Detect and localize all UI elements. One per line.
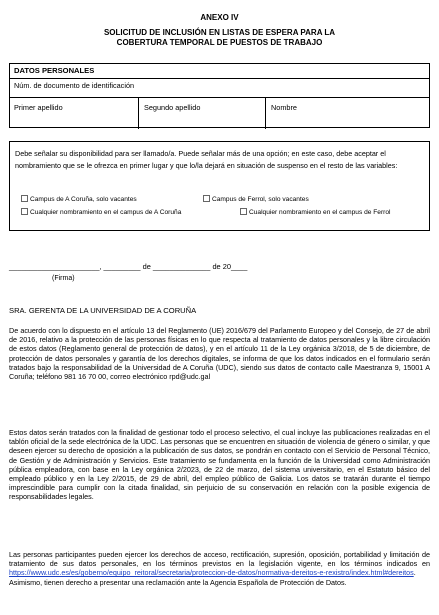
personal-data-heading: DATOS PERSONALES — [10, 64, 429, 79]
option-ferrol-vacancies[interactable] — [203, 195, 309, 204]
column-divider — [138, 98, 139, 129]
rights-link[interactable]: https://www.udc.es/es/goberno/equipo_reitoral/secretaria/proteccion-de-datos/normativa-dereitos-e-rexistro/index.html#dereitos — [9, 568, 414, 578]
personal-data-section — [9, 63, 430, 128]
option-acoruna-any[interactable] — [21, 208, 181, 217]
name-row — [10, 98, 429, 129]
availability-instructions: Debe señalar su disponibilidad para ser llamado/a. Puede señalar más de una opción; en este caso, debe aceptar el nombramiento que se le ofrezca en primer lugar y que lo/la dejará en situación de suspenso en el resto de las variables: — [15, 149, 398, 170]
column-divider — [265, 98, 266, 129]
option-label: Campus de A Coruña, solo vacantes — [30, 196, 137, 203]
checkbox-icon[interactable] — [21, 195, 28, 202]
id-document-field[interactable] — [10, 79, 429, 98]
name-field[interactable]: Nombre — [271, 103, 297, 112]
form-title-line-2: COBERTURA TEMPORAL DE PUESTOS DE TRABAJO — [116, 38, 323, 47]
option-label: Cualquier nombramiento en el campus de A Coruña — [30, 209, 182, 216]
form-title — [40, 28, 399, 48]
availability-section — [9, 141, 430, 231]
option-label: Campus de Ferrol, solo vacantes — [212, 196, 309, 203]
option-acoruna-vacancies[interactable] — [21, 195, 137, 204]
legal-paragraph-2: Estos datos serán tratados con la finalidad de gestionar todo el proceso selectivo, el cual incluye las publicaciones realizadas en el tablón oficial de la sede electrónica de la UDC. Las personas que se encuentren en situación de violencia de género o similar, y que deseen ejercer su derecho de oposición a la publicación de sus datos, se pondrán en contacto con el Servicio de Personal Técnico, de Gestión y de Administración y Servicios. Este tratamiento se fundamenta en la función de la Universidad como Administración pública empleadora, con base en la Ley orgánica 2/2023, de 22 de marzo, del sistema universitario, en el Estatuto básico del empleado público y en la Ley 2/2015, de 29 de abril, del empleo público de Galicia. Los datos se tratarán durante el tiempo imprescindible para cumplir con la citada finalidad, sin perjuicio de su conservación en relación con la posible exigencia de responsabilidades legales. — [9, 428, 430, 502]
option-label: Cualquier nombramiento en el campus de Ferrol — [249, 209, 391, 216]
checkbox-icon[interactable] — [21, 208, 28, 215]
second-surname-field[interactable]: Segundo apellido — [144, 103, 201, 112]
option-ferrol-any[interactable] — [240, 208, 390, 217]
place-date-line[interactable]: ______________________, _________ de ______________ de 20____ — [9, 262, 248, 271]
form-title-line-1: SOLICITUD DE INCLUSIÓN EN LISTAS DE ESPERA PARA LA — [103, 28, 336, 37]
legal-paragraph-1: De acuerdo con lo dispuesto en el artículo 13 del Reglamento (UE) 2016/679 del Parlamento Europeo y del Consejo, de 27 de abril de 2016, relativo a la protección de las personas físicas en lo que respecta al tratamiento de datos personales y la libre circulación de estos datos (Reglamento general de protección de datos), y en el artículo 11 de la Ley orgánica 3/2018, de 5 de diciembre, de protección de datos personales y garantía de los derechos digitales, se informa de que los datos indicados en el formulario serán tratados bajo la responsabilidad de la Universidad de A Coruña (UDC), siendo sus datos de contacto calle Maestranza 9, 15001 A Coruña; teléfono 981 16 70 00, correo electrónico rpd@udc.gal — [9, 326, 430, 382]
rights-text-end: . Asimismo, tienen derecho a presentar una reclamación ante la Agencia Española de Protección de Datos. — [9, 568, 416, 587]
addressee: SRA. GERENTA DE LA UNIVERSIDAD DE A CORUÑA — [9, 306, 197, 315]
id-document-label: Núm. de documento de identificación — [14, 81, 135, 90]
first-surname-field[interactable]: Primer apellido — [14, 103, 63, 112]
legal-paragraph-3 — [9, 550, 430, 587]
checkbox-icon[interactable] — [203, 195, 210, 202]
rights-text: Las personas participantes pueden ejercer los derechos de acceso, rectificación, supresión, oposición, portabilidad y limitación de tratamiento de sus datos personales, en los términos previstos en la legislación vigente, en los términos indicados en — [9, 550, 430, 569]
signature-label: (Firma) — [52, 275, 75, 282]
checkbox-icon[interactable] — [240, 208, 247, 215]
annex-label: ANEXO IV — [200, 13, 239, 22]
